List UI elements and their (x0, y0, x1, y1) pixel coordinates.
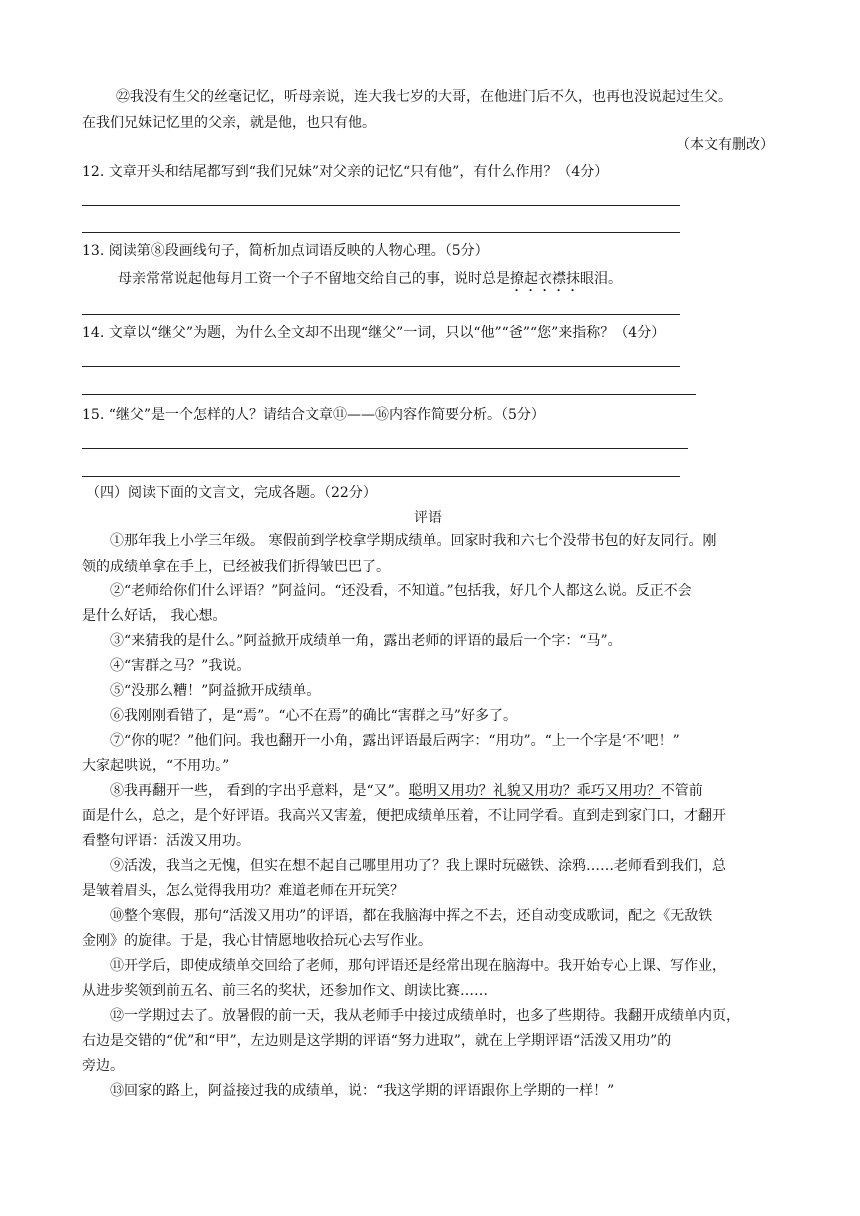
paragraph-8-line-2: 面是什么，总之，是个好评语。我高兴又害羞，便把成绩单压着，不让同学看。直到走到家门口，才翻开 (82, 808, 726, 824)
question-13: 13. 阅读第⑧段画线句子，简析加点词语反映的人物心理。（5分） (82, 243, 489, 259)
source-note: （本文有删改） (676, 137, 774, 153)
paragraph-9-line-2: 是皱着眉头，怎么觉得我用功？难道老师在开玩笑？ (82, 883, 404, 899)
passage-title: 评语 (414, 510, 442, 526)
paragraph-2-line-2: 是什么好话， 我心想。 (82, 608, 227, 624)
paragraph-20-line-1: ㉒我没有生父的丝毫记忆，听母亲说，连大我七岁的大哥，在他进门后不久，也再也没说起过生父。 (116, 89, 732, 105)
paragraph-11-line-1: ⑪开学后，即使成绩单交回给了老师，那句评语还是经常出现在脑海中。我开始专心上课、写作业， (110, 958, 726, 974)
paragraph-20-line-2: 在我们兄妹记忆里的父亲，就是他，也只有他。 (82, 115, 376, 131)
answer-line (82, 366, 680, 367)
paragraph-2-line-1: ②“老师给你们什么评语？”阿益问。“还没看，不知道。”包括我，好几个人都这么说。反正不会 (110, 583, 692, 599)
dotted-words: 撩起衣襟抹 (510, 271, 580, 287)
answer-line (82, 232, 680, 233)
paragraph-10-line-2: 金刚》的旋律。于是，我心甘情愿地收拾玩心去写作业。 (82, 933, 432, 949)
paragraph-7-line-1: ⑦“你的呢？”他们问。我也翻开一小角，露出评语最后两字：“用功”。“上一个字是‘不’吧！” (110, 733, 680, 749)
question-15: 15. “继父”是一个怎样的人？请结合文章⑪——⑯内容作简要分析。（5分） (82, 407, 545, 423)
paragraph-12-line-1: ⑫一学期过去了。放暑假的前一天，我从老师手中接过成绩单时，也多了些期待。我翻开成绩单内页， (110, 1008, 740, 1024)
paragraph-3: ③“来猜我的是什么。”阿益掀开成绩单一角，露出老师的评语的最后一个字：“马”。 (110, 633, 622, 649)
question-12: 12. 文章开头和结尾都写到“我们兄妹”对父亲的记忆“只有他”，有什么作用？（4分） (82, 164, 609, 180)
answer-line (82, 394, 696, 395)
paragraph-10-line-1: ⑩整个寒假，那句“活泼又用功”的评语，都在我脑海中挥之不去，还自动变成歌词，配之《无敌铁 (110, 908, 713, 924)
paragraph-11-line-2: 从进步奖领到前五名、前三名的奖状，还参加作文、朗读比赛…… (82, 983, 488, 999)
answer-line (82, 314, 680, 315)
paragraph-13: ⑬回家的路上，阿益接过我的成绩单，说：“我这学期的评语跟你上学期的一样！” (110, 1083, 615, 1099)
paragraph-8-text: ⑧我再翻开一些， 看到的字出乎意料，是“又”。 (110, 783, 409, 799)
question-14: 14. 文章以“继父”为题，为什么全文却不出现“继父”一词，只以“他”“爸”“您”来指称？（4分） (82, 325, 666, 341)
underlined-sentence: 聪明又用功？礼貌又用功？乖巧又用功？ (408, 783, 661, 799)
paragraph-4: ④“害群之马？”我说。 (110, 658, 251, 674)
answer-line (82, 448, 688, 449)
paragraph-1-line-2: 领的成绩单拿在手上，已经被我们折得皱巴巴了。 (82, 559, 390, 575)
paragraph-7-line-2: 大家起哄说，“不用功。” (82, 758, 230, 774)
section-4-header: （四）阅读下面的文言文，完成各题。（22分） (86, 485, 377, 501)
paragraph-12-line-2: 右边是交错的“优”和“甲”，左边则是这学期的评语“努力进取”，就在上学期评语“活泼又用功”的 (82, 1033, 672, 1049)
paragraph-12-line-3: 旁边。 (82, 1058, 124, 1074)
answer-line (82, 205, 680, 206)
paragraph-8-line-1 (110, 780, 703, 802)
paragraph-5: ⑤“没那么糟！”阿益掀开成绩单。 (110, 683, 321, 699)
paragraph-1-line-1: ①那年我上小学三年级。 寒假前到学校拿学期成绩单。回家时我和六七个没带书包的好友同行。刚 (110, 533, 717, 549)
paragraph-8-text-end: 不管前 (660, 783, 703, 799)
quote-text-end: 眼泪。 (580, 271, 622, 287)
paragraph-8-line-3: 看整句评语：活泼又用功。 (82, 833, 250, 849)
question-13-quote (118, 268, 622, 295)
paragraph-6: ⑥我刚刚看错了，是“焉”。“心不在焉”的确比“害群之马”好多了。 (110, 708, 517, 724)
paragraph-9-line-1: ⑨活泼，我当之无愧，但实在想不起自己哪里用功了？我上课时玩磁铁、涂鸦……老师看到我们，总 (110, 858, 726, 874)
quote-text: 母亲常常说起他每月工资一个子不留地交给自己的事，说时总是 (118, 271, 510, 287)
answer-line (82, 476, 680, 477)
